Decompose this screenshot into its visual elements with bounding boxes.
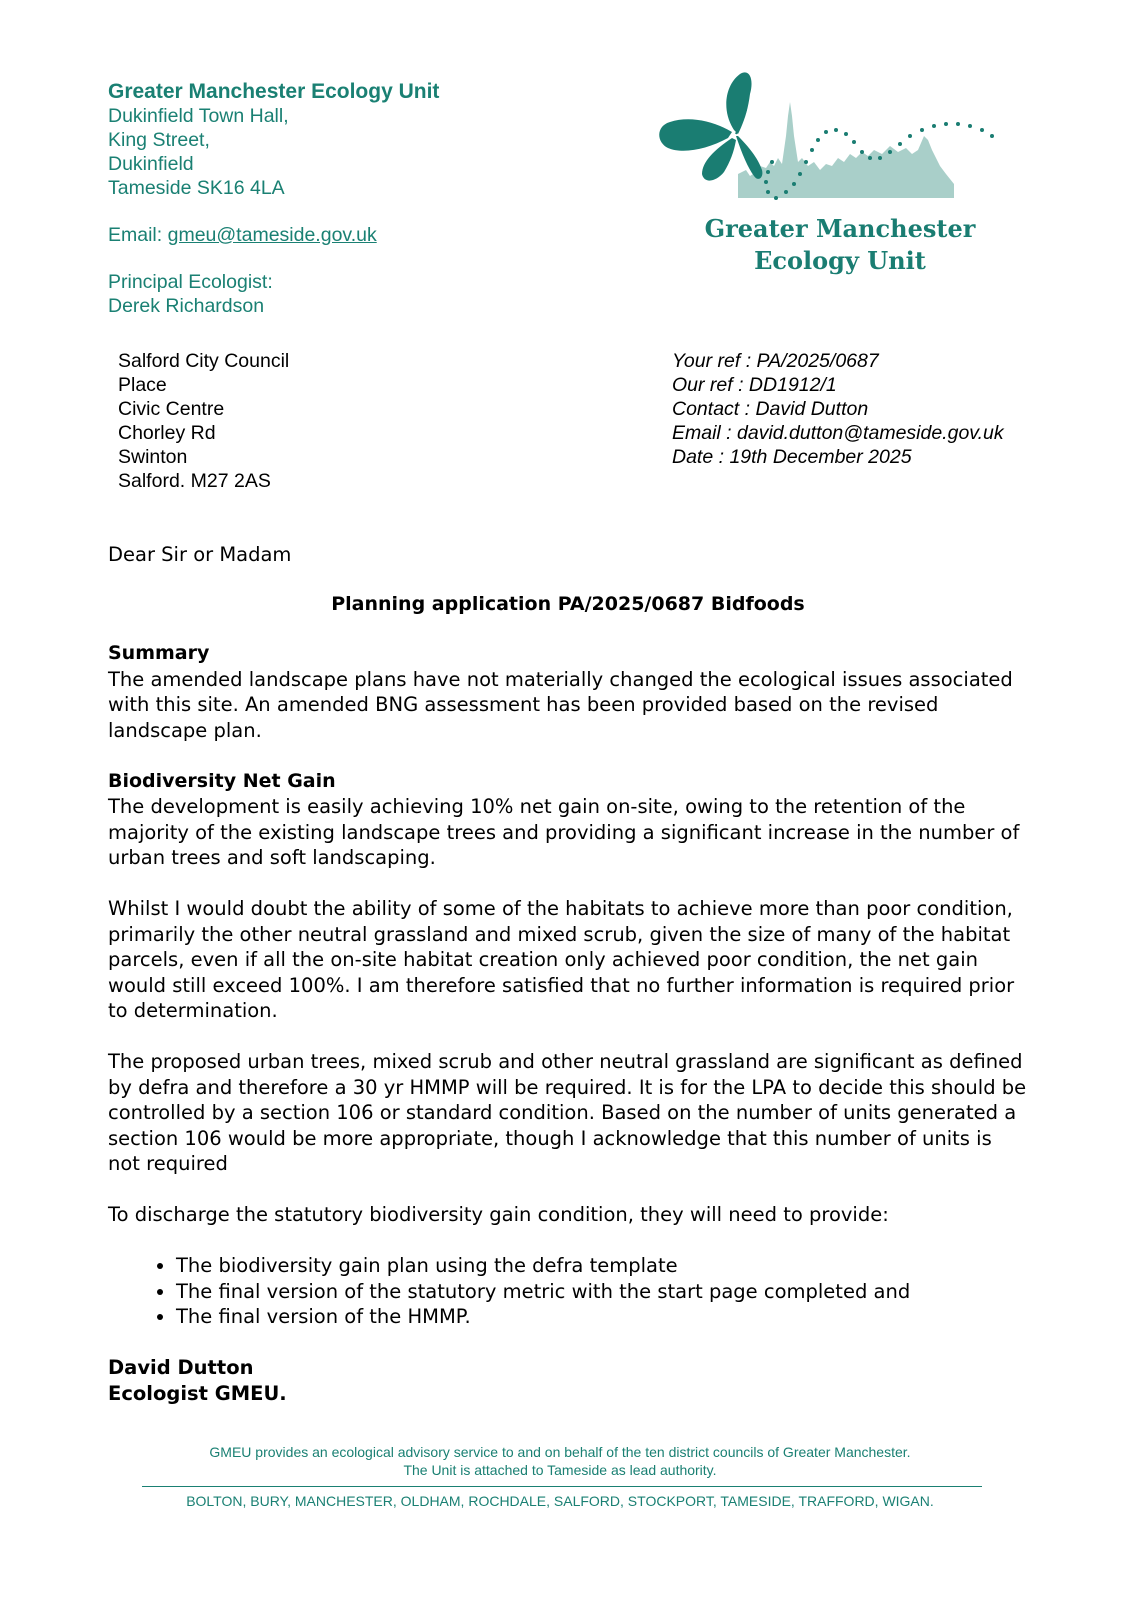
sender-address-line: Dukinfield [108,153,194,175]
sender-org: Greater Manchester Ecology Unit [108,80,440,103]
sender-address-line: King Street, [108,129,210,151]
sender-email-label: Email: [108,224,168,246]
districts-list: BOLTON, BURY, MANCHESTER, OLDHAM, ROCHDALE, SALFORD, STOCKPORT, TAMESIDE, TRAFFORD, WIGAN. [186,1493,934,1509]
logo-line: Ecology Unit [754,246,926,275]
recipient-line: Swinton [118,446,188,468]
sender-email-row [108,223,439,247]
salutation: Dear Sir or Madam [108,543,292,566]
sender-address-line: Tameside SK16 4LA [108,177,285,199]
recipient-line: Salford City Council [118,350,290,372]
logo-wordmark [650,213,1030,277]
sender-address-line: Dukinfield Town Hall, [108,105,289,127]
your-ref: Your ref : PA/2025/0687 [672,350,879,372]
bng-paragraph: The proposed urban trees, mixed scrub and other neutral grassland are significant as defined by defra and therefore a 30 yr HMMP will be required. It is for the LPA to decide this should be controlled by a section 106 or standard condition. Based on the number of units generated a section 106 would be more appropriate, though I acknowledge that this number of units is not required [108,1050,1027,1175]
butterfly-icon [659,72,762,180]
summary-heading: Summary [108,642,210,664]
recipient-line: Chorley Rd [118,422,216,444]
letter-date: Date : 19th December 2025 [672,446,912,468]
skyline-silhouette [738,102,954,198]
bng-paragraph: To discharge the statutory biodiversity gain condition, they will need to provide: [108,1203,889,1226]
list-item: • The final version of the HMMP. [176,1304,1028,1330]
recipient-line: Place [118,374,167,396]
reference-block [672,349,1004,469]
footer-line: GMEU provides an ecological advisory service to and on behalf of the ten district councils of Greater Manchester. [209,1444,911,1460]
contact: Contact : David Dutton [672,398,869,420]
our-ref: Our ref : DD1912/1 [672,374,837,396]
recipient-line: Civic Centre [118,398,225,420]
sender-block [108,80,439,318]
requirements-list [108,1253,1028,1330]
letter-body [108,542,1028,1406]
footer-divider [142,1486,982,1487]
recipient-line: Salford. M27 2AS [118,470,271,492]
recipient-address [118,349,289,493]
summary-text: The amended landscape plans have not materially changed the ecological issues associated with this site. An amended BNG assessment has been provided based on the revised landscape plan. [108,667,1013,742]
sender-name: Derek Richardson [108,295,265,317]
subject-line: Planning application PA/2025/0687 Bidfoods [331,592,805,615]
bng-paragraph: Whilst I would doubt the ability of some of the habitats to achieve more than poor condition, primarily the other neutral grassland and mixed scrub, given the size of many of the habitat parcels, even if all the on-site habitat creation only achieved poor condition, the net gain would still exceed 100%. I am therefore satisfied that no further information is required prior to determination. [108,897,1015,1022]
sender-role: Principal Ecologist: [108,271,273,293]
footer-note [140,1443,980,1479]
signatory-name: David Dutton [108,1356,254,1379]
bng-heading: Biodiversity Net Gain [108,769,336,792]
list-item: • The biodiversity gain plan using the defra template [176,1253,1028,1279]
contact-email: Email : david.dutton@tameside.gov.uk [672,422,1004,444]
list-item: • The final version of the statutory metric with the start page completed and [176,1279,1028,1305]
footer-line: The Unit is attached to Tameside as lead authority. [403,1462,717,1478]
bng-paragraph: The development is easily achieving 10% net gain on-site, owing to the retention of the majority of the existing landscape trees and providing a significant increase in the number of urban trees and soft landscaping. [108,795,1020,869]
sender-email-link[interactable]: gmeu@tameside.gov.uk [167,224,377,246]
signatory-title: Ecologist GMEU. [108,1381,287,1405]
logo-line: Greater Manchester [704,214,976,243]
